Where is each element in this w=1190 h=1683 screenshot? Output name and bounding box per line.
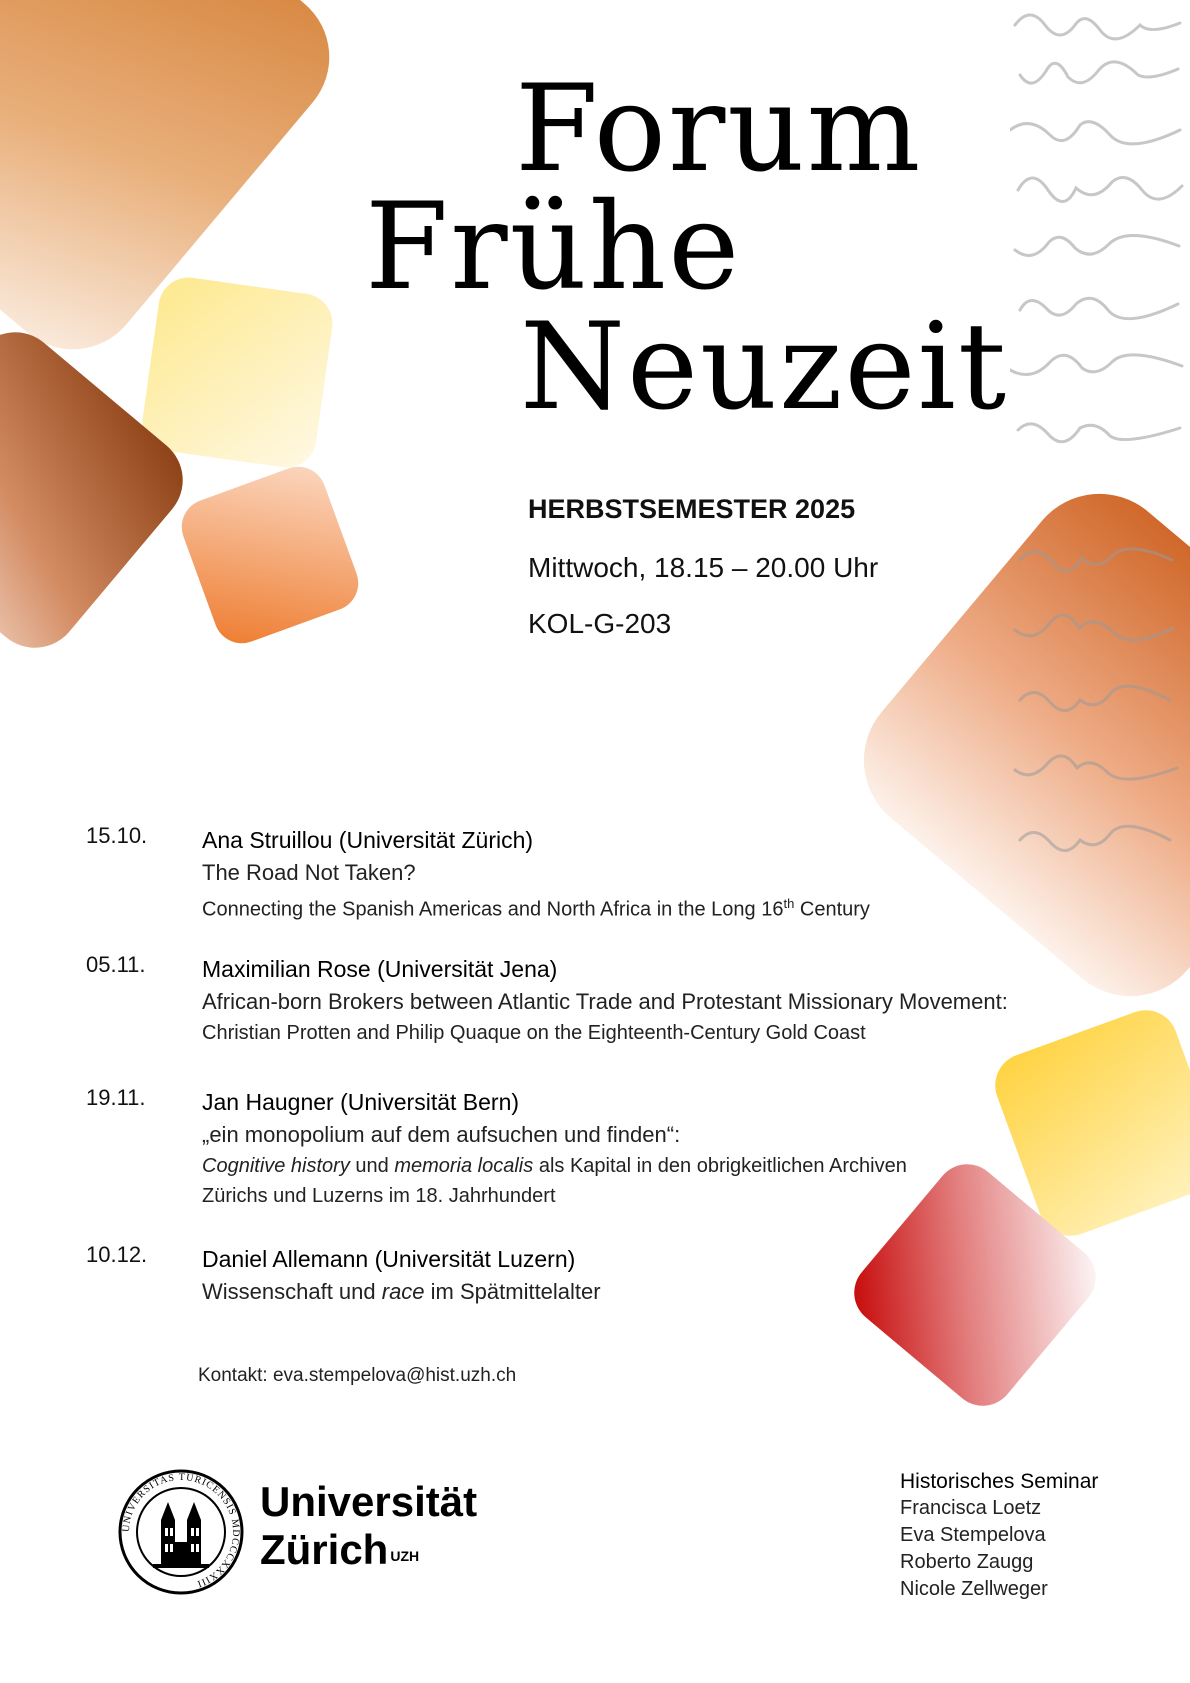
- talk-subtitle-line-2: Zürichs und Luzerns im 18. Jahrhundert: [202, 1185, 556, 1207]
- contact-email: Kontakt: eva.stempelova@hist.uzh.ch: [198, 1365, 517, 1386]
- talk-speaker: Daniel Allemann (Universität Luzern): [202, 1246, 576, 1272]
- talk-speaker: Ana Struillou (Universität Zürich): [202, 827, 534, 853]
- university-seal-icon: [117, 1468, 245, 1596]
- handwriting-texture: [1010, 0, 1190, 880]
- talk-subtitle: Connecting the Spanish Americas and North Africa in the Long 16th Century: [202, 896, 870, 921]
- title-line-1: Forum: [515, 60, 923, 199]
- talk-subtitle: Cognitive history und memoria localis als Kapital in den obrigkeitlichen Archiven: [202, 1155, 907, 1177]
- talk-title: Wissenschaft und race im Spätmittelalter: [202, 1279, 601, 1304]
- room-info: KOL-G-203: [528, 608, 672, 639]
- talk-title: The Road Not Taken?: [202, 860, 416, 885]
- seminar-name: Historisches Seminar: [900, 1470, 1099, 1493]
- seminar-member: Roberto Zaugg: [900, 1551, 1034, 1573]
- talk-subtitle: Christian Protten and Philip Quaque on the Eighteenth-Century Gold Coast: [202, 1022, 866, 1044]
- time-info: Mittwoch, 18.15 – 20.00 Uhr: [528, 552, 879, 583]
- talk-title: African-born Brokers between Atlantic Trade and Protestant Missionary Movement:: [202, 989, 1008, 1014]
- seminar-member: Nicole Zellweger: [900, 1578, 1048, 1600]
- seminar-member: Eva Stempelova: [900, 1524, 1046, 1546]
- seminar-block: [900, 1468, 1098, 1603]
- title-line-2: Frühe: [365, 178, 742, 317]
- seminar-member: Francisca Loetz: [900, 1497, 1042, 1519]
- talk-date: 15.10.: [86, 823, 148, 848]
- decorative-orange-small-square: [174, 459, 366, 651]
- talk-speaker: Maximilian Rose (Universität Jena): [202, 956, 558, 982]
- title-line-3: Neuzeit: [520, 298, 1009, 437]
- semester-heading: HERBSTSEMESTER 2025: [528, 494, 856, 524]
- talk-date: 05.11.: [86, 952, 146, 977]
- talk-date: 19.11.: [86, 1085, 146, 1110]
- talk-title: „ein monopolium auf dem aufsuchen und finden“:: [202, 1122, 681, 1147]
- svg-text:UNIVERSITAS TURICENSIS MDCCCXX: UNIVERSITAS TURICENSIS MDCCCXXXIII: [120, 1471, 242, 1590]
- talk-speaker: Jan Haugner (Universität Bern): [202, 1089, 520, 1115]
- decorative-yellow-square: [139, 274, 337, 472]
- talk-date: 10.12.: [86, 1242, 148, 1267]
- university-wordmark: Universität Zürich $^{UZH}$: [260, 1478, 478, 1573]
